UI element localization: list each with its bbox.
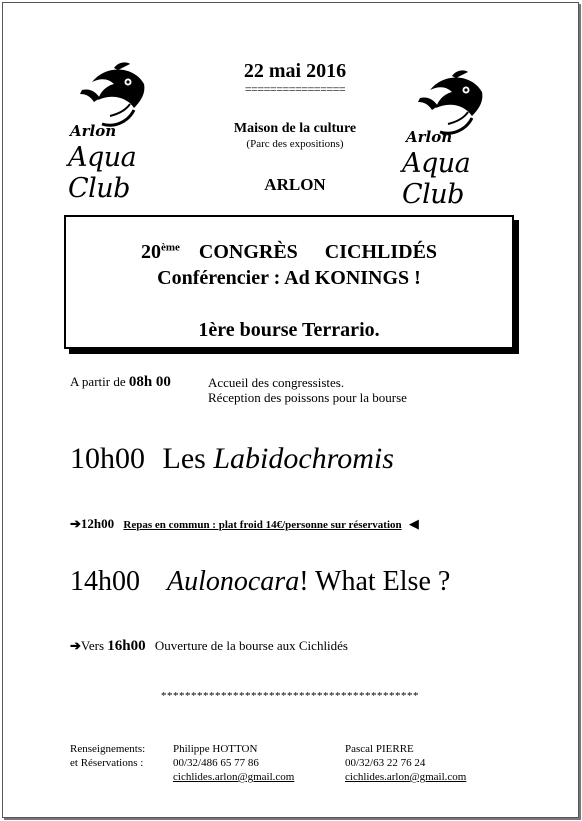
aqua-club-logo-left xyxy=(62,62,182,204)
left-arrow-icon: ◀ xyxy=(408,516,419,531)
talk1-prefix: Les xyxy=(162,442,214,475)
talk2-title: Aulonocara xyxy=(167,566,300,597)
ordinal-suffix: ème xyxy=(160,241,180,254)
logo-city: Arlon xyxy=(406,128,453,146)
congress-title xyxy=(66,241,512,264)
contact-1-email[interactable]: cichlides.arlon@gmail.com xyxy=(173,771,295,783)
lunch-row xyxy=(70,516,419,532)
logo-club-name: Aqua Club xyxy=(68,142,137,204)
venue-name: Maison de la culture xyxy=(233,121,357,136)
contact-2-email[interactable]: cichlides.arlon@gmail.com xyxy=(345,771,467,783)
congress-box xyxy=(64,215,514,349)
bourse-opening-row xyxy=(70,638,348,655)
event-date: 22 mai 2016 xyxy=(243,60,347,82)
talk1-title: Labidochromis xyxy=(213,442,394,475)
talk2-line xyxy=(70,566,450,598)
start-prefix: A partir de xyxy=(70,374,129,389)
info-label: Renseignements: xyxy=(70,743,146,755)
welcome-text: Accueil des congressistes. xyxy=(208,375,345,390)
contact-2 xyxy=(345,742,466,784)
start-time: 08h 00 xyxy=(128,374,171,390)
lunch-text: Repas en commun : plat froid 14€/personne sur réservation xyxy=(123,519,402,531)
contact-2-name: Pascal PIERRE xyxy=(345,743,414,755)
contacts-label xyxy=(70,742,145,770)
talk2-time: 14h00 xyxy=(70,566,140,597)
ordinal-number: 20 xyxy=(140,241,161,263)
bourse-text: Ouverture de la bourse aux Cichlidés xyxy=(154,638,348,653)
congress-word: CONGRÈS xyxy=(198,241,298,263)
cichlides-word: CICHLIDÉS xyxy=(324,241,438,263)
reception-text: Réception des poissons pour la bourse xyxy=(208,390,407,405)
contact-1-phone: 00/32/486 65 77 86 xyxy=(173,757,259,769)
logo-city: Arlon xyxy=(70,122,117,140)
star-divider: ******************************************* xyxy=(161,690,419,702)
right-arrow-icon: ➔ xyxy=(70,516,81,531)
talk1-time: 10h00 xyxy=(70,442,145,475)
bourse-line: 1ère bourse Terrario. xyxy=(198,319,380,341)
speaker-line: Conférencier : Ad KONINGS ! xyxy=(157,267,421,289)
contact-1 xyxy=(173,742,294,784)
logo-club-name: Aqua Club xyxy=(402,148,471,210)
contact-1-name: Philippe HOTTON xyxy=(173,743,258,755)
lunch-time: 12h00 xyxy=(80,516,115,531)
aqua-club-logo-right xyxy=(400,70,520,210)
venue-subtitle: (Parc des expositions) xyxy=(246,138,344,150)
talk2-suffix: ! What Else ? xyxy=(299,566,451,597)
contact-2-phone: 00/32/63 22 76 24 xyxy=(345,757,426,769)
bourse-prefix: Vers xyxy=(80,638,108,653)
right-arrow-icon: ➔ xyxy=(70,638,81,653)
date-rule: ================ xyxy=(244,82,346,96)
start-time-row xyxy=(70,374,171,391)
talk1-line xyxy=(70,442,394,476)
reservation-label: et Réservations : xyxy=(70,757,144,769)
bourse-time: 16h00 xyxy=(107,638,146,654)
event-city: ARLON xyxy=(264,175,326,194)
